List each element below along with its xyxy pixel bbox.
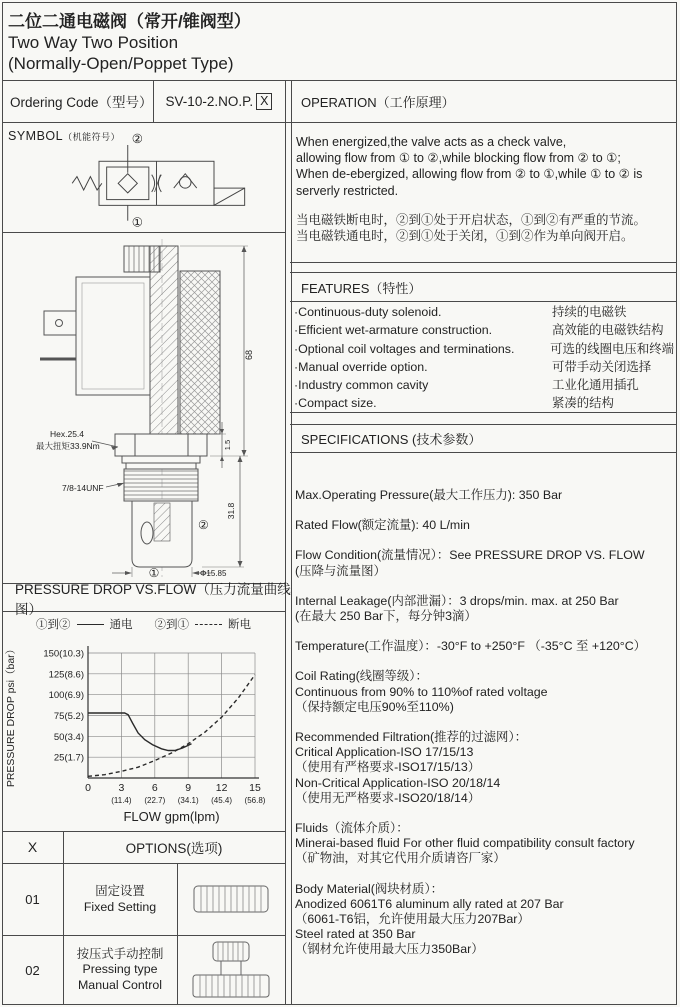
operation-text xyxy=(296,134,671,244)
drawing-port-1-label: ① xyxy=(148,566,160,580)
legend-solid-line-sample xyxy=(77,624,104,625)
spec-line: Anodized 6061T6 aluminum ally rated at 207 Bar xyxy=(295,896,564,911)
legend-series2-state: 断电 xyxy=(228,619,251,631)
spec-paragraph xyxy=(295,639,675,654)
title-en-line2: (Normally-Open/Poppet Type) xyxy=(8,54,234,73)
operation-section-title: OPERATION（工作原理） xyxy=(301,94,455,110)
spec-line: Body Material(阀块材质）： xyxy=(295,881,444,896)
spec-paragraph xyxy=(295,730,675,806)
legend-series1-state: 通电 xyxy=(109,619,133,631)
check-valve-poppet xyxy=(118,174,137,193)
symbol-title-zh: （机能符号） xyxy=(63,132,121,142)
spec-line: （矿物油，对其它代用介质请咨厂家） xyxy=(295,851,506,866)
symbol-port-bottom-label: ① xyxy=(131,215,143,230)
legend-series2-path: ②到① xyxy=(154,619,189,631)
x-tick-label: 3 xyxy=(118,782,125,794)
spec-line: （使用无严格要求-ISO20/18/14） xyxy=(295,790,481,805)
x-tick-sublabel: (56.8) xyxy=(244,796,266,805)
spec-line: Flow Condition(流量情况）：See PRESSURE DROP VS. FLOW xyxy=(295,548,645,563)
spec-paragraph xyxy=(295,669,675,715)
check-valve-seat xyxy=(174,174,197,188)
curve-energized xyxy=(88,713,192,751)
features-section-title: FEATURES（特性） xyxy=(301,280,422,296)
hex-nut xyxy=(115,434,207,456)
option-01-cell xyxy=(177,863,285,935)
spec-line: （钢材允许使用最大压力350Bar） xyxy=(295,942,484,957)
feature-text-en: ·Industry common cavity xyxy=(294,378,429,393)
feature-text-zh: 高效能的电磁铁结构 xyxy=(552,323,664,338)
operation-line-en: When energized,the valve acts as a check valve, xyxy=(296,135,567,149)
x-tick-label: 0 xyxy=(85,782,91,794)
spec-line: Temperature(工作温度）：-30°F to +250°F （-35°C 至 +120°C） xyxy=(295,639,647,654)
spec-line: Fluids（流体介质）： xyxy=(295,821,409,836)
spec-line: Non-Critical Application-ISO 20/18/14 xyxy=(295,775,501,790)
ordering-code-label: Ordering Code（型号） xyxy=(10,95,153,110)
feature-text-zh: 可选的线圈电压和终端 xyxy=(550,341,674,356)
thread-section xyxy=(124,469,198,501)
spec-paragraph xyxy=(295,882,675,958)
operation-line-en: serverly restricted. xyxy=(296,183,399,198)
option-01-label-en: Fixed Setting xyxy=(83,900,157,914)
drawing-port-2-label: ② xyxy=(198,518,209,532)
y-tick-label: 50(3.4) xyxy=(53,731,84,743)
pressure-flow-chart xyxy=(2,633,285,829)
spec-line: （6061-T6铝，允许使用最大压力207Bar） xyxy=(295,912,530,927)
dim-68-label: 68 xyxy=(244,349,254,361)
spec-line: Minerai-based fluid For other fluid compatibility consult factory xyxy=(295,836,635,851)
valve-cross-section-drawing xyxy=(2,233,285,582)
spec-paragraph xyxy=(295,518,675,533)
hex-size-label: Hex.25.4 xyxy=(50,429,85,439)
pressure-chart-section-title: PRESSURE DROP VS.FLOW（压力流量曲线图） xyxy=(15,581,291,617)
x-tick-sublabel: (45.4) xyxy=(211,796,233,805)
operation-line-zh: 当电磁铁通电时，②到①处于关闭，①到②作为单向阀开启。 xyxy=(296,229,634,244)
connector-spade xyxy=(44,311,76,335)
y-tick-label: 25(1.7) xyxy=(53,752,84,764)
feature-text-zh: 工业化通用插孔 xyxy=(552,378,639,393)
feature-text-en: ·Continuous-duty solenoid. xyxy=(294,305,442,319)
spec-line: （保持额定电压90%至110%) xyxy=(295,699,454,714)
options-header-label: OPTIONS(选项) xyxy=(125,841,223,856)
title-en-line1: Two Way Two Position xyxy=(8,33,179,52)
option-02-label-en2: Manual Control xyxy=(77,977,163,992)
specifications-section-title: SPECIFICATIONS (技术参数） xyxy=(301,432,482,447)
symbol-title-en: SYMBOL xyxy=(8,129,64,143)
feature-text-zh: 持续的电磁铁 xyxy=(552,305,627,319)
x-tick-sublabel: (34.1) xyxy=(177,796,199,805)
feature-text-en: ·Compact size. xyxy=(294,396,377,411)
spec-paragraph xyxy=(295,594,675,624)
coil-retaining-nut xyxy=(124,246,160,272)
thread-label: 7/8-14UNF xyxy=(62,483,104,493)
feature-text-zh: 紧凑的结构 xyxy=(552,396,614,411)
spring-symbol xyxy=(72,177,102,190)
divider xyxy=(290,301,677,302)
column-divider xyxy=(285,80,286,1005)
y-tick-label: 150(10.3) xyxy=(43,648,84,660)
feature-row xyxy=(294,358,674,376)
solenoid-coil xyxy=(76,277,150,395)
option-02-cell xyxy=(177,935,285,1005)
ordering-code-value xyxy=(153,80,285,122)
spec-line: Steel rated at 350 Bar xyxy=(295,927,416,942)
spec-line: (在最大 250 Bar下，每分钟3滴） xyxy=(295,609,477,624)
spec-line: Coil Rating(线圈等级）： xyxy=(295,669,428,684)
feature-text-zh: 可带手动关闭选择 xyxy=(552,359,652,374)
feature-row xyxy=(294,394,674,412)
operation-line-en: When de-ebergized, allowing flow from ② to ①,while ① to ② is xyxy=(296,167,643,182)
operation-line-en: allowing flow from ① to ②,while blocking flow from ② to ①; xyxy=(296,151,621,166)
dim-1-5-label: 1.5 xyxy=(223,439,232,451)
x-tick-label: 9 xyxy=(185,782,192,794)
operation-line-zh: 当电磁铁断电时，②到①处于开启状态，①到②有严重的节流。 xyxy=(296,212,647,227)
option-02-label-zh: 按压式手动控制 xyxy=(76,946,164,961)
x-axis-label: FLOW gpm(lpm) xyxy=(123,809,220,824)
spec-line: （使用有严格要求-ISO17/15/13） xyxy=(295,760,481,775)
dim-diameter-label: Φ15.85 xyxy=(200,569,227,578)
option-row-01-label xyxy=(63,863,177,935)
spec-line: Max.Operating Pressure(最大工作压力): 350 Bar xyxy=(295,488,563,502)
spec-line: Recommended Filtration(推荐的过滤网）： xyxy=(295,730,528,745)
x-tick-sublabel: (11.4) xyxy=(111,796,132,805)
operation-paragraph-gap xyxy=(296,199,671,212)
option-row-02-code: 02 xyxy=(25,962,40,978)
divider xyxy=(290,452,677,453)
symbol-port-top-label: ② xyxy=(131,132,143,147)
legend-series1-path: ①到② xyxy=(36,619,71,631)
column-divider xyxy=(291,80,292,1005)
spec-line: Critical Application-ISO 17/15/13 xyxy=(295,745,474,760)
features-list xyxy=(294,303,674,413)
feature-text-en: ·Manual override option. xyxy=(294,359,428,374)
push-button-knob-icon xyxy=(191,941,271,999)
y-tick-label: 100(6.9) xyxy=(48,690,84,702)
option-02-label-en1: Pressing type xyxy=(82,962,158,977)
legend-dashed-line-sample xyxy=(195,624,222,625)
feature-text-en: ·Efficient wet-armature construction. xyxy=(294,323,493,338)
specifications-body xyxy=(295,488,675,973)
x-tick-label: 15 xyxy=(249,782,261,794)
ordering-code-text: SV-10-2.NO.P. xyxy=(165,93,254,109)
spec-paragraph xyxy=(295,548,675,578)
hydraulic-symbol xyxy=(30,127,260,231)
title-zh: 二位二通电磁阀（常开/锥阀型） xyxy=(8,12,251,31)
spec-paragraph xyxy=(295,488,675,503)
feature-row xyxy=(294,321,674,339)
fixed-knurled-knob-icon xyxy=(193,885,269,913)
curve-deenergized xyxy=(88,675,255,777)
chart-legend xyxy=(2,615,285,633)
option-row-01-code: 01 xyxy=(25,891,40,907)
feature-row xyxy=(294,303,674,321)
option-row-02-label xyxy=(63,935,177,1005)
feature-row xyxy=(294,376,674,394)
dim-31-8-label: 31.8 xyxy=(226,502,236,520)
y-axis-label: PRESSURE DROP psi（bar） xyxy=(5,643,17,788)
option-01-label-zh: 固定设置 xyxy=(95,884,145,898)
x-tick-label: 12 xyxy=(215,782,228,794)
divider xyxy=(290,262,677,263)
spec-line: Internal Leakage(内部泄漏）：3 drops/min. max. at 250 Bar xyxy=(295,593,619,608)
page-title xyxy=(8,11,251,74)
torque-label: 最大扭矩33.9Nm xyxy=(36,441,100,451)
x-tick-label: 6 xyxy=(151,782,158,794)
spec-line: Continuous from 90% to 110%of rated voltage xyxy=(295,684,548,699)
y-tick-label: 125(8.6) xyxy=(48,669,84,681)
options-header-x: X xyxy=(27,839,38,855)
divider xyxy=(2,122,677,123)
x-tick-sublabel: (22.7) xyxy=(144,796,166,805)
feature-text-en: ·Optional coil voltages and terminations. xyxy=(294,341,515,356)
spec-line: (压降与流量图） xyxy=(295,563,386,578)
spec-line: Rated Flow(额定流量): 40 L/min xyxy=(295,518,470,533)
ordering-code-x-box: X xyxy=(256,93,272,110)
feature-row xyxy=(294,340,674,358)
spec-paragraph xyxy=(295,821,675,867)
check-valve-ball xyxy=(180,177,192,189)
y-tick-label: 75(5.2) xyxy=(53,711,84,722)
